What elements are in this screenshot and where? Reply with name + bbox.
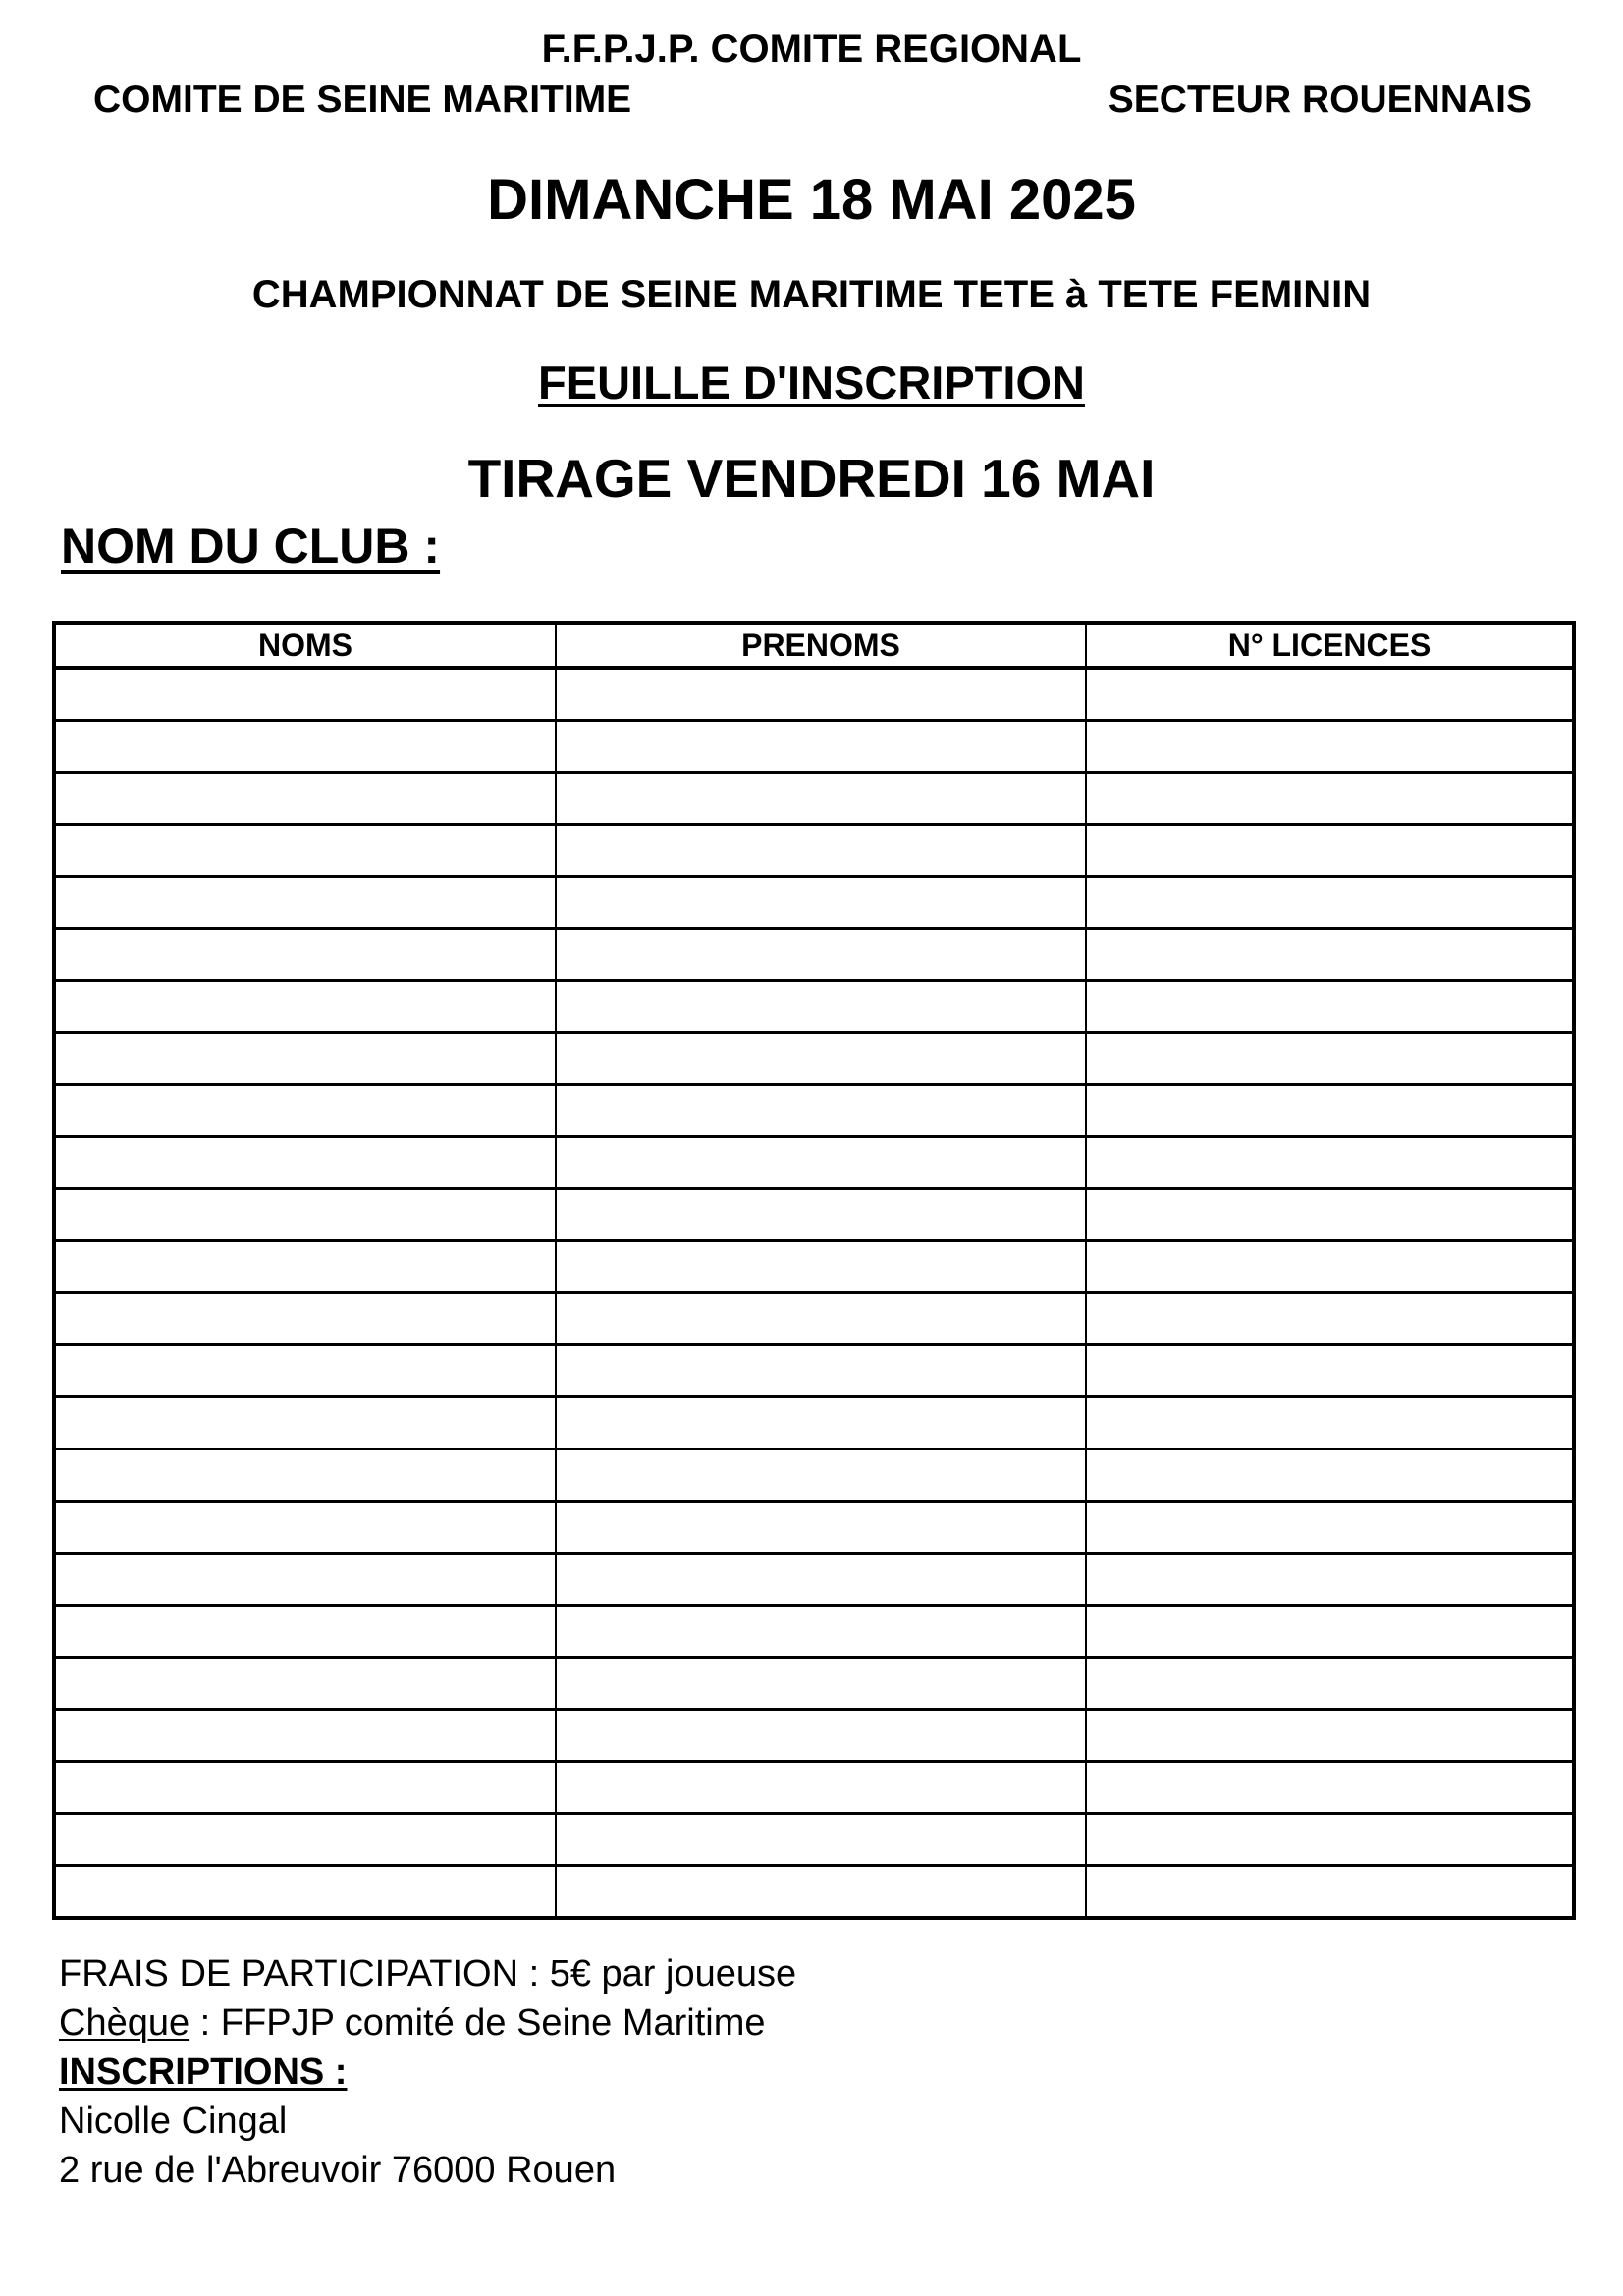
nom-cell[interactable] xyxy=(54,1345,556,1397)
table-row xyxy=(54,1502,1574,1554)
footer-info xyxy=(59,1949,796,2195)
nom-cell[interactable] xyxy=(54,1189,556,1241)
licence-cell[interactable] xyxy=(1086,1449,1574,1502)
contact-address: 2 rue de l'Abreuvoir 76000 Rouen xyxy=(59,2150,617,2191)
nom-cell[interactable] xyxy=(54,981,556,1033)
table-row xyxy=(54,1866,1574,1919)
nom-cell[interactable] xyxy=(54,1085,556,1137)
event-date: DIMANCHE 18 MAI 2025 xyxy=(487,168,1136,232)
nom-cell[interactable] xyxy=(54,1397,556,1449)
prenom-cell[interactable] xyxy=(556,1866,1086,1919)
table-row xyxy=(54,1710,1574,1762)
sector-name: SECTEUR ROUENNAIS xyxy=(1108,79,1532,121)
licence-cell[interactable] xyxy=(1086,1710,1574,1762)
nom-cell[interactable] xyxy=(54,1449,556,1502)
licence-cell[interactable] xyxy=(1086,1866,1574,1919)
nom-cell[interactable] xyxy=(54,1033,556,1085)
nom-cell[interactable] xyxy=(54,721,556,773)
table-row xyxy=(54,668,1574,721)
nom-cell[interactable] xyxy=(54,1606,556,1658)
table-row xyxy=(54,825,1574,877)
nom-cell[interactable] xyxy=(54,1710,556,1762)
table-row xyxy=(54,1449,1574,1502)
nom-cell[interactable] xyxy=(54,1866,556,1919)
licence-cell[interactable] xyxy=(1086,1606,1574,1658)
nom-cell[interactable] xyxy=(54,1137,556,1189)
prenom-cell[interactable] xyxy=(556,1502,1086,1554)
cheque-payee: : FFPJP comité de Seine Maritime xyxy=(189,2002,766,2044)
sheet-title-text: FEUILLE D'INSCRIPTION xyxy=(538,356,1085,409)
table-row xyxy=(54,1137,1574,1189)
contact-name: Nicolle Cingal xyxy=(59,2101,288,2142)
prenom-cell[interactable] xyxy=(556,1137,1086,1189)
committee-name: COMITE DE SEINE MARITIME xyxy=(93,79,632,121)
header-noms: NOMS xyxy=(54,623,556,668)
prenom-cell[interactable] xyxy=(556,1658,1086,1710)
licence-cell[interactable] xyxy=(1086,1658,1574,1710)
licence-cell[interactable] xyxy=(1086,1345,1574,1397)
cheque-label: Chèque xyxy=(59,2002,190,2044)
draw-date: TIRAGE VENDREDI 16 MAI xyxy=(467,448,1156,509)
nom-cell[interactable] xyxy=(54,668,556,721)
prenom-cell[interactable] xyxy=(556,668,1086,721)
prenom-cell[interactable] xyxy=(556,1814,1086,1866)
table-row xyxy=(54,1293,1574,1345)
nom-cell[interactable] xyxy=(54,825,556,877)
nom-cell[interactable] xyxy=(54,1241,556,1293)
table-row xyxy=(54,1033,1574,1085)
nom-cell[interactable] xyxy=(54,1814,556,1866)
nom-cell[interactable] xyxy=(54,1293,556,1345)
prenom-cell[interactable] xyxy=(556,1710,1086,1762)
prenom-cell[interactable] xyxy=(556,1189,1086,1241)
licence-cell[interactable] xyxy=(1086,1814,1574,1866)
licence-cell[interactable] xyxy=(1086,1189,1574,1241)
prenom-cell[interactable] xyxy=(556,1085,1086,1137)
table-row xyxy=(54,1241,1574,1293)
nom-cell[interactable] xyxy=(54,929,556,981)
prenom-cell[interactable] xyxy=(556,1345,1086,1397)
prenom-cell[interactable] xyxy=(556,929,1086,981)
licence-cell[interactable] xyxy=(1086,981,1574,1033)
licence-cell[interactable] xyxy=(1086,825,1574,877)
prenom-cell[interactable] xyxy=(556,1033,1086,1085)
club-name-label: NOM DU CLUB : xyxy=(61,519,441,574)
prenom-cell[interactable] xyxy=(556,1449,1086,1502)
licence-cell[interactable] xyxy=(1086,1085,1574,1137)
nom-cell[interactable] xyxy=(54,1502,556,1554)
table-row xyxy=(54,721,1574,773)
licence-cell[interactable] xyxy=(1086,1241,1574,1293)
inscriptions-label: INSCRIPTIONS : xyxy=(59,2051,348,2093)
table-row xyxy=(54,1606,1574,1658)
licence-cell[interactable] xyxy=(1086,1397,1574,1449)
prenom-cell[interactable] xyxy=(556,1554,1086,1606)
table-row xyxy=(54,877,1574,929)
nom-cell[interactable] xyxy=(54,1554,556,1606)
licence-cell[interactable] xyxy=(1086,1502,1574,1554)
table-row xyxy=(54,1814,1574,1866)
table-row xyxy=(54,929,1574,981)
table-row xyxy=(54,1554,1574,1606)
prenom-cell[interactable] xyxy=(556,981,1086,1033)
prenom-cell[interactable] xyxy=(556,1293,1086,1345)
prenom-cell[interactable] xyxy=(556,1606,1086,1658)
header-licences: N° LICENCES xyxy=(1086,623,1574,668)
cheque-line xyxy=(59,1998,796,2048)
prenom-cell[interactable] xyxy=(556,1397,1086,1449)
licence-cell[interactable] xyxy=(1086,668,1574,721)
table-header-row xyxy=(54,623,1574,668)
nom-cell[interactable] xyxy=(54,773,556,825)
table-row xyxy=(54,1345,1574,1397)
registration-table xyxy=(52,621,1576,1920)
licence-cell[interactable] xyxy=(1086,877,1574,929)
prenom-cell[interactable] xyxy=(556,1762,1086,1814)
table-row xyxy=(54,1085,1574,1137)
table-row xyxy=(54,1189,1574,1241)
prenom-cell[interactable] xyxy=(556,825,1086,877)
prenom-cell[interactable] xyxy=(556,1241,1086,1293)
licence-cell[interactable] xyxy=(1086,721,1574,773)
prenom-cell[interactable] xyxy=(556,877,1086,929)
nom-cell[interactable] xyxy=(54,1762,556,1814)
licence-cell[interactable] xyxy=(1086,773,1574,825)
prenom-cell[interactable] xyxy=(556,721,1086,773)
header-prenoms: PRENOMS xyxy=(556,623,1086,668)
table-row xyxy=(54,1658,1574,1710)
table-row xyxy=(54,773,1574,825)
licence-cell[interactable] xyxy=(1086,929,1574,981)
licence-cell[interactable] xyxy=(1086,1033,1574,1085)
organization-title: F.F.P.J.P. COMITE REGIONAL xyxy=(541,27,1082,71)
licence-cell[interactable] xyxy=(1086,1137,1574,1189)
licence-cell[interactable] xyxy=(1086,1293,1574,1345)
participation-fee: FRAIS DE PARTICIPATION : 5€ par joueuse xyxy=(59,1953,797,1995)
table-row xyxy=(54,1762,1574,1814)
nom-cell[interactable] xyxy=(54,1658,556,1710)
licence-cell[interactable] xyxy=(1086,1554,1574,1606)
event-title: CHAMPIONNAT DE SEINE MARITIME TETE à TETE FEMININ xyxy=(251,273,1372,316)
sheet-title xyxy=(0,355,1623,410)
licence-cell[interactable] xyxy=(1086,1762,1574,1814)
table-row xyxy=(54,1397,1574,1449)
table-row xyxy=(54,981,1574,1033)
nom-cell[interactable] xyxy=(54,877,556,929)
prenom-cell[interactable] xyxy=(556,773,1086,825)
